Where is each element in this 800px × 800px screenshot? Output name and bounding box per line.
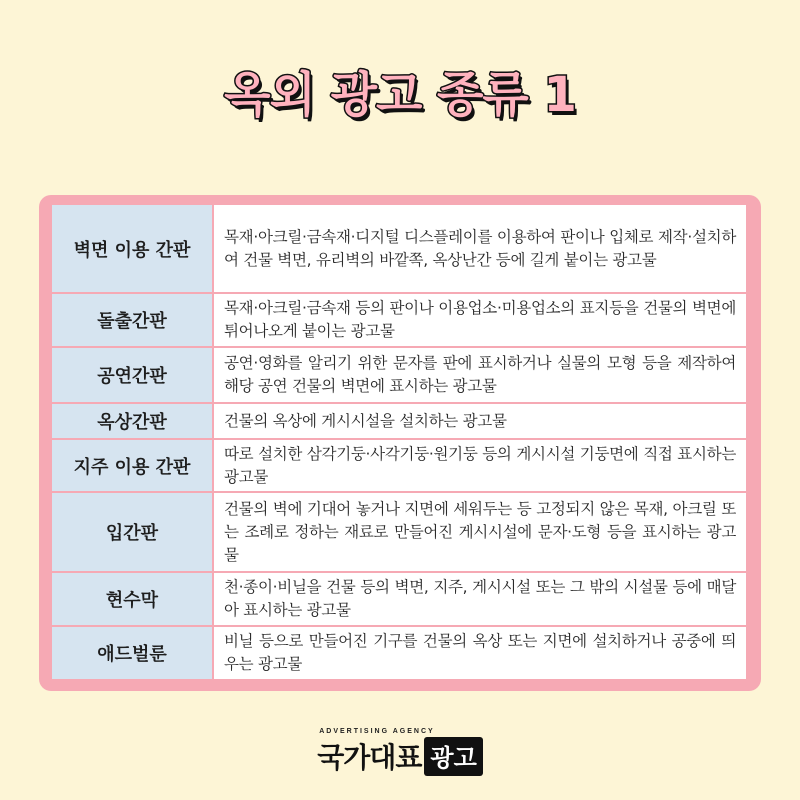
table-row [52,572,746,626]
table-row [52,492,746,572]
ad-type-name: 공연간판 [52,347,213,403]
page-title: 옥외 광고 종류 1 [224,67,576,123]
ad-type-description: 천·종이·비닐을 건물 등의 벽면, 지주, 게시시설 또는 그 밖의 시설물 등에 매달아 표시하는 광고물 [213,572,746,626]
ad-type-name: 애드벌룬 [52,626,213,679]
ad-type-name: 현수막 [52,572,213,626]
ad-type-name: 돌출간판 [52,293,213,347]
ad-type-description: 건물의 벽에 기대어 놓거나 지면에 세워두는 등 고정되지 않은 목재, 아크릴 또는 조례로 정하는 재료로 만들어진 게시시설에 문자·도형 등을 표시하는 광고물 [213,492,746,572]
ad-type-description: 비닐 등으로 만들어진 기구를 건물의 옥상 또는 지면에 설치하거나 공중에 띄우는 광고물 [213,626,746,679]
logo-box-text: 광고 [424,737,482,776]
ad-type-description: 건물의 옥상에 게시시설을 설치하는 광고물 [213,403,746,439]
logo-main-text: 국가대표 [317,741,422,774]
ad-type-description: 목재·아크릴·금속재·디지털 디스플레이를 이용하여 판이나 입체로 제작·설치하여 건물 벽면, 유리벽의 바깥쪽, 옥상난간 등에 길게 붙이는 광고물 [213,205,746,293]
ad-type-name: 옥상간판 [52,403,213,439]
ad-type-description: 공연·영화를 알리기 위한 문자를 판에 표시하거나 실물의 모형 등을 제작하여 해당 공연 건물의 벽면에 표시하는 광고물 [213,347,746,403]
table-row [52,205,746,293]
brand-logo [0,728,800,776]
logo-tagline: ADVERTISING AGENCY [319,728,435,735]
table-row [52,626,746,679]
table-row [52,403,746,439]
table-row [52,347,746,403]
table-row [52,439,746,492]
ad-type-name: 벽면 이용 간판 [52,205,213,293]
ad-type-name: 지주 이용 간판 [52,439,213,492]
ad-type-description: 따로 설치한 삼각기둥·사각기둥·원기둥 등의 게시시설 기둥면에 직접 표시하는 광고물 [213,439,746,492]
ad-types-table [52,205,746,679]
table-row [52,293,746,347]
ad-type-description: 목재·아크릴·금속재 등의 판이나 이용업소·미용업소의 표지등을 건물의 벽면에 튀어나오게 붙이는 광고물 [213,293,746,347]
ad-type-name: 입간판 [52,492,213,572]
